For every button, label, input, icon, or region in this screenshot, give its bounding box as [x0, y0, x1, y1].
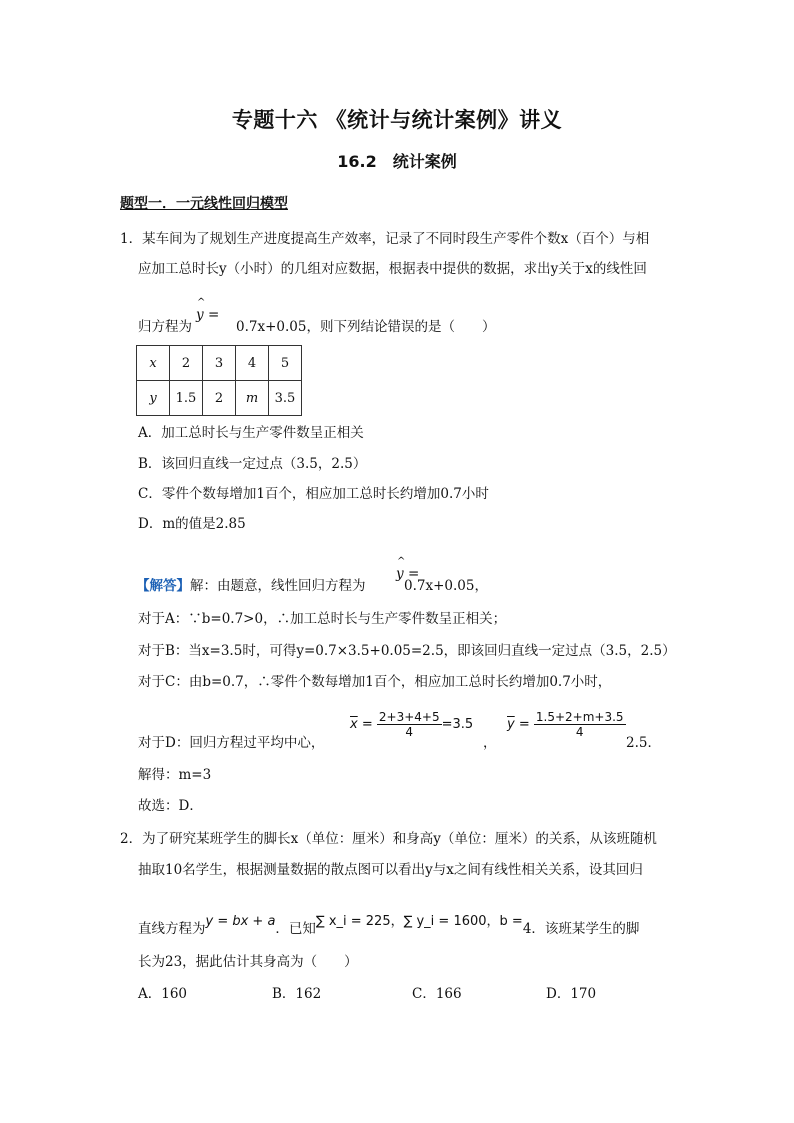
q1-line-1: 1．某车间为了规划生产进度提高生产效率，记录了不同时段生产零件个数x（百个）与相 — [120, 231, 650, 247]
table-cell: 1.5 — [170, 381, 203, 416]
table-cell: 2 — [203, 381, 236, 416]
page-title: 专题十六 《统计与统计案例》讲义 — [231, 108, 563, 132]
table-cell: y — [137, 381, 170, 416]
q1-line-3: 归方程为 0.7x+0.05，则下列结论错误的是（ ） — [138, 319, 496, 335]
a1-line-4: 对于C：由b=0.7，∴零件个数每增加1百个，相应加工总时长约增加0.7小时， — [138, 674, 612, 690]
table-cell: 4 — [236, 346, 269, 381]
page-subtitle: 16.2 统计案例 — [337, 152, 457, 171]
ybar-formula: $\overline{y}$ = $\frac{1.5+2+m+3.5}{4}$ — [507, 710, 624, 739]
q1-option-d: D．m的值是2.85 — [138, 516, 246, 532]
table-cell: 3.5 — [269, 381, 302, 416]
table-cell: x — [137, 346, 170, 381]
q2-option-d: D．170 — [546, 986, 597, 1002]
section-heading: 题型一．一元线性回归模型 — [120, 196, 288, 212]
q2-line-3: 直线方程为y = bx + a．已知∑ x_i = 225，∑ y_i = 1600，b =4．该班某学生的脚 — [138, 914, 640, 937]
q1-line-2: 应加工总时长y（小时）的几组对应数据，根据表中提供的数据，求出y关于x的线性回 — [138, 261, 647, 277]
table-cell: 5 — [269, 346, 302, 381]
q2-option-a: A．160 — [138, 986, 188, 1002]
q1-yhat: ^ y = — [196, 306, 219, 324]
q2-line-2: 抽取10名学生，根据测量数据的散点图可以看出y与x之间有线性相关关系，设其回归 — [138, 862, 643, 878]
ybar-value: 2.5． — [626, 735, 661, 751]
q2-line-4: 长为23，据此估计其身高为（ ） — [138, 954, 358, 970]
q1-option-a: A．加工总时长与生产零件数呈正相关 — [138, 425, 364, 441]
q2-sums: ∑ x_i = 225，∑ y_i = 1600，b = — [315, 914, 523, 929]
table-cell: 2 — [170, 346, 203, 381]
data-table — [136, 345, 302, 416]
a1-yhat: ^ y = — [396, 565, 419, 583]
q1-option-b: B．该回归直线一定过点（3.5，2.5） — [138, 456, 367, 472]
a1-line-2: 对于A：∵b=0.7>0，∴加工总时长与生产零件数呈正相关； — [138, 611, 507, 627]
a1-equation: 0.7x+0.05， — [404, 578, 488, 594]
a1-line-6: 解得：m=3 — [138, 767, 212, 783]
table-cell: m — [236, 381, 269, 416]
q2-option-c: C．166 — [412, 986, 462, 1002]
a1-line-3: 对于B：当x=3.5时，可得y=0.7×3.5+0.05=2.5，即该回归直线一定过点（3.5，2.5） — [138, 643, 676, 659]
q2-line-1: 2．为了研究某班学生的脚长x（单位：厘米）和身高y（单位：厘米）的关系，从该班随机 — [120, 831, 657, 847]
formula-comma: ， — [483, 735, 497, 751]
a1-line-7: 故选：D． — [138, 798, 203, 814]
a1-line-1: 【解答】解：由题意，线性回归方程为 — [136, 578, 366, 594]
answer-tag: 【解答】 — [136, 578, 190, 594]
q2-option-b: B．162 — [272, 986, 322, 1002]
q1-option-c: C．零件个数每增加1百个，相应加工总时长约增加0.7小时 — [138, 486, 489, 502]
table-row — [137, 346, 302, 381]
a1-line-5: 对于D：回归方程过平均中心， — [138, 735, 325, 751]
table-row — [137, 381, 302, 416]
xbar-formula: $\overline{x}$ = $\frac{2+3+4+5}{4}$ =3.5 — [350, 710, 474, 739]
table-cell: 3 — [203, 346, 236, 381]
q2-regression-eq: y = bx + a — [205, 914, 276, 929]
